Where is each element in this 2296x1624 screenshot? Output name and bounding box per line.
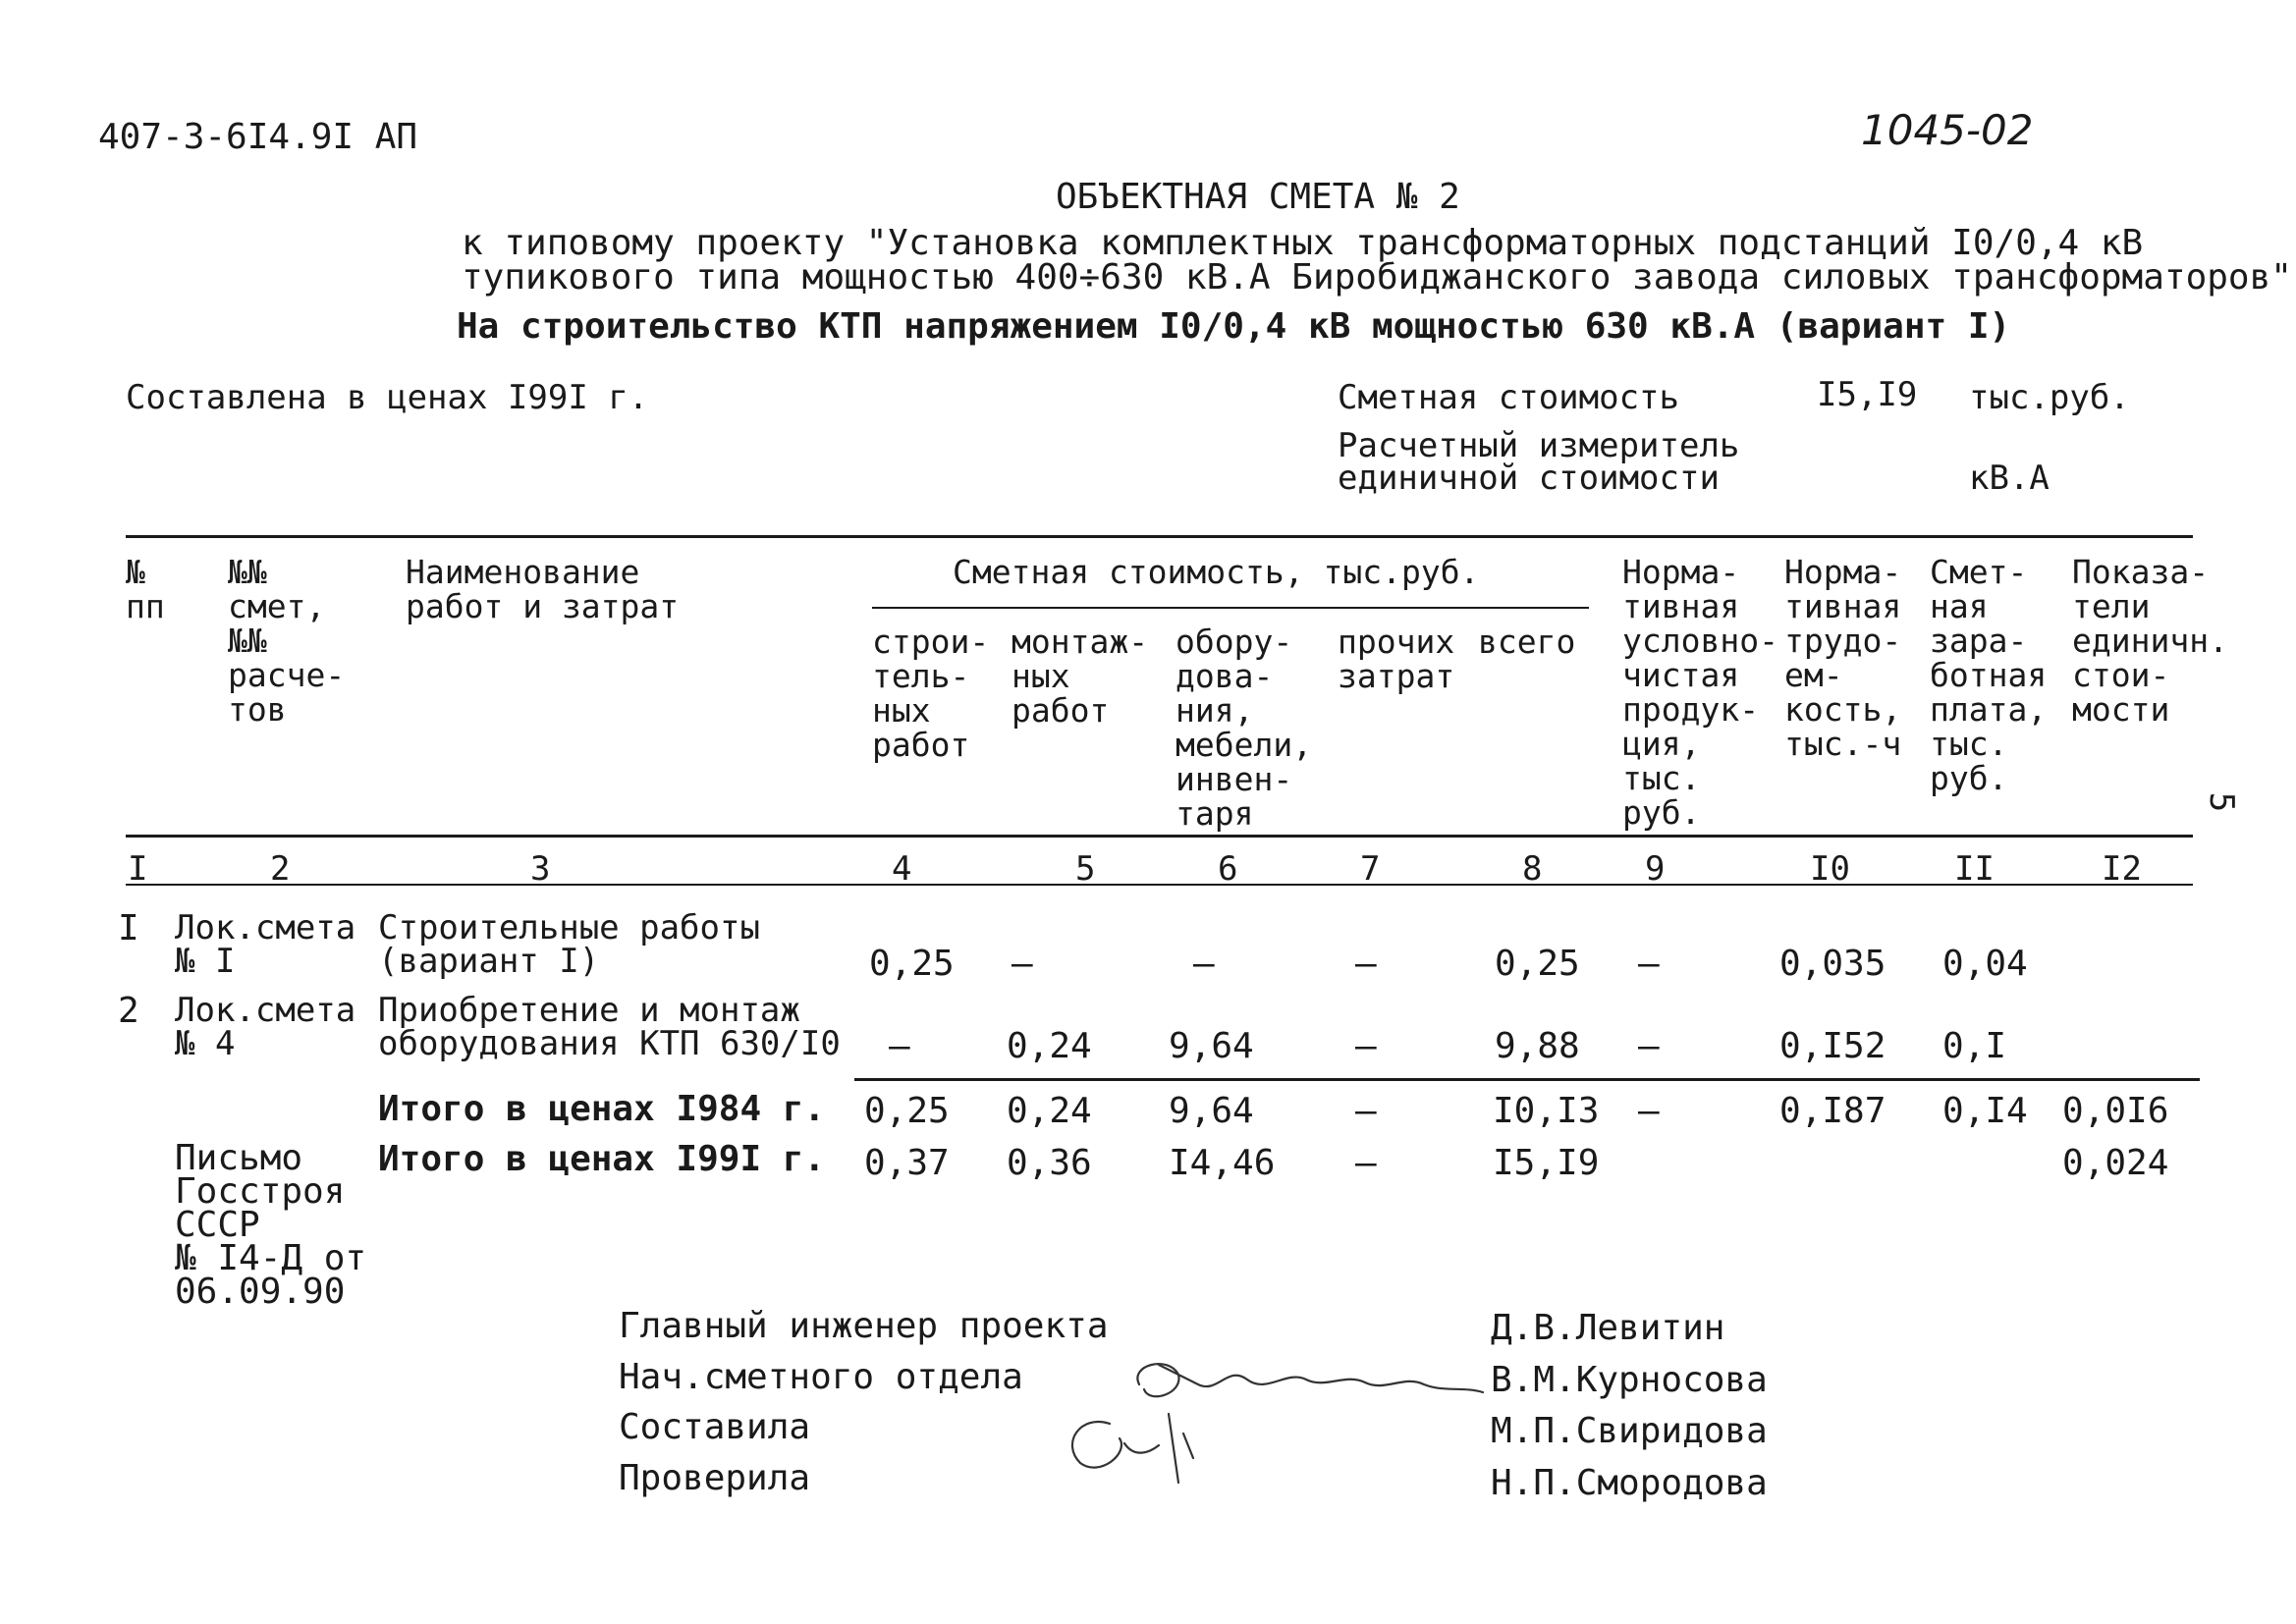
total-1984-other: – xyxy=(1355,1091,1377,1131)
row-1-ref-number: № I xyxy=(175,942,236,981)
row-2-equipment: 9,64 xyxy=(1169,1026,1254,1066)
header-total: всего xyxy=(1478,623,1576,661)
column-number: I0 xyxy=(1810,849,1850,889)
meter-unit: кВ.А xyxy=(1969,459,2050,498)
total-1984-net-product: – xyxy=(1638,1091,1660,1131)
row-1-installation: – xyxy=(1011,944,1033,984)
row-1-equipment: – xyxy=(1193,944,1215,984)
row-2-wages: 0,I xyxy=(1942,1026,2007,1066)
estimate-cost-unit: тыс.руб. xyxy=(1969,378,2130,417)
signature-role: Проверила xyxy=(619,1458,811,1498)
header-other-costs: прочих затрат xyxy=(1338,623,1455,695)
document-title: ОБЪЕКТНАЯ СМЕТА № 2 xyxy=(1056,177,1460,217)
row-1-number: I xyxy=(118,908,139,948)
column-number-rule xyxy=(126,884,2193,886)
prices-year: Составлена в ценах I99I г. xyxy=(126,378,649,417)
row-2-net-product: – xyxy=(1638,1026,1660,1066)
meter-label-2: единичной стоимости xyxy=(1338,459,1720,498)
column-number: I xyxy=(128,849,148,889)
total-1991-unit-indicator: 0,024 xyxy=(2062,1143,2169,1183)
signature-name: М.П.Свиридова xyxy=(1491,1411,1768,1451)
row-1-wages: 0,04 xyxy=(1942,944,2028,984)
basis-line: 06.09.90 xyxy=(175,1272,346,1312)
header-bottom-rule xyxy=(126,835,2193,838)
total-1984-total: I0,I3 xyxy=(1493,1091,1600,1131)
column-number: 9 xyxy=(1645,849,1666,889)
row-1-other: – xyxy=(1355,944,1377,984)
total-1991-other: – xyxy=(1355,1143,1377,1183)
row-1-total: 0,25 xyxy=(1495,944,1580,984)
row-2-installation: 0,24 xyxy=(1007,1026,1092,1066)
handwritten-number: 1045-02 xyxy=(1861,106,2034,154)
estimate-cost-label: Сметная стоимость xyxy=(1338,378,1679,417)
header-estimate-ref: №№ смет, №№ расче- тов xyxy=(228,553,346,729)
subtitle-line-2: тупикового типа мощностью 400÷630 кВ.А Биробиджанского завода силовых трансформаторов" xyxy=(462,257,2292,298)
handwritten-signatures xyxy=(1021,1335,1493,1492)
total-1991-label: Итого в ценах I99I г. xyxy=(378,1139,826,1179)
row-1-name: Строительные работы xyxy=(378,908,760,947)
row-1-net-product: – xyxy=(1638,944,1660,984)
total-1984-labor: 0,I87 xyxy=(1779,1091,1886,1131)
total-1991-total: I5,I9 xyxy=(1493,1143,1600,1183)
meter-label-1: Расчетный измеритель xyxy=(1338,426,1740,465)
column-number: 6 xyxy=(1218,849,1238,889)
column-number: II xyxy=(1954,849,1995,889)
estimate-cost-value: I5,I9 xyxy=(1817,375,1918,414)
column-number: 2 xyxy=(270,849,291,889)
table-top-rule xyxy=(126,535,2193,538)
subtotal-rule xyxy=(854,1078,2200,1081)
header-cost-group: Сметная стоимость, тыс.руб. xyxy=(953,553,1480,591)
row-2-labor: 0,I52 xyxy=(1779,1026,1886,1066)
total-1991-equipment: I4,46 xyxy=(1169,1143,1276,1183)
total-1984-label: Итого в ценах I984 г. xyxy=(378,1089,826,1129)
basis-line: Письмо xyxy=(175,1138,303,1178)
signature-name: Д.В.Левитин xyxy=(1491,1308,1725,1348)
row-2-construction: – xyxy=(889,1026,910,1066)
row-1-construction: 0,25 xyxy=(869,944,955,984)
basis-line: СССР xyxy=(175,1205,260,1245)
signature-role: Главный инженер проекта xyxy=(619,1306,1109,1346)
total-1984-construction: 0,25 xyxy=(864,1091,950,1131)
header-equipment: обору- дова- ния, мебели, инвен- таря xyxy=(1175,623,1313,833)
signature-role: Нач.сметного отдела xyxy=(619,1357,1023,1397)
page-mark: 5 xyxy=(2202,791,2242,813)
signature-name: В.М.Курносова xyxy=(1491,1360,1768,1400)
total-1984-wages: 0,I4 xyxy=(1942,1091,2028,1131)
header-row-number: № пп xyxy=(126,553,165,625)
basis-line: Госстроя xyxy=(175,1171,346,1212)
row-2-ref-number: № 4 xyxy=(175,1024,236,1063)
column-number: 7 xyxy=(1360,849,1381,889)
column-number: 4 xyxy=(892,849,912,889)
document-code: 407-3-6I4.9I АП xyxy=(98,117,418,157)
total-1991-construction: 0,37 xyxy=(864,1143,950,1183)
subtitle-line-3: На строительство КТП напряжением I0/0,4 кВ мощностью 630 кВ.А (вариант I) xyxy=(457,306,2011,347)
row-1-ref: Лок.смета xyxy=(175,908,356,947)
row-2-name: Приобретение и монтаж xyxy=(378,991,800,1030)
subtitle-line-1: к типовому проекту "Установка комплектных трансформаторных подстанций I0/0,4 кВ xyxy=(462,223,2144,263)
row-2-total: 9,88 xyxy=(1495,1026,1580,1066)
header-work-name: Наименование работ и затрат xyxy=(406,553,680,625)
header-construction: строи- тель- ных работ xyxy=(872,623,990,764)
total-1991-installation: 0,36 xyxy=(1007,1143,1092,1183)
row-1-name-cont: (вариант I) xyxy=(378,942,600,981)
header-unit-indicators: Показа- тели единичн. стои- мости xyxy=(2072,553,2228,729)
basis-line: № I4-Д от xyxy=(175,1238,367,1278)
row-2-ref: Лок.смета xyxy=(175,991,356,1030)
header-wages: Смет- ная зара- ботная плата, тыс. руб. xyxy=(1930,553,2048,797)
row-2-other: – xyxy=(1355,1026,1377,1066)
row-2-name-cont: оборудования КТП 630/I0 xyxy=(378,1024,841,1063)
signature-role: Составила xyxy=(619,1407,811,1447)
header-labor-intensity: Норма- тивная трудо- ем- кость, тыс.-ч xyxy=(1784,553,1902,763)
row-1-labor: 0,035 xyxy=(1779,944,1886,984)
row-2-number: 2 xyxy=(118,991,139,1031)
signature-name: Н.П.Смородова xyxy=(1491,1463,1768,1503)
column-number: 8 xyxy=(1522,849,1543,889)
group-header-rule xyxy=(872,607,1589,609)
column-number: 5 xyxy=(1075,849,1096,889)
column-number: I2 xyxy=(2102,849,2142,889)
total-1984-equipment: 9,64 xyxy=(1169,1091,1254,1131)
header-net-product: Норма- тивная условно- чистая продук- ция, тыс. руб. xyxy=(1622,553,1778,832)
header-installation: монтаж- ных работ xyxy=(1011,623,1149,730)
column-number: 3 xyxy=(530,849,551,889)
total-1984-unit-indicator: 0,0I6 xyxy=(2062,1091,2169,1131)
total-1984-installation: 0,24 xyxy=(1007,1091,1092,1131)
